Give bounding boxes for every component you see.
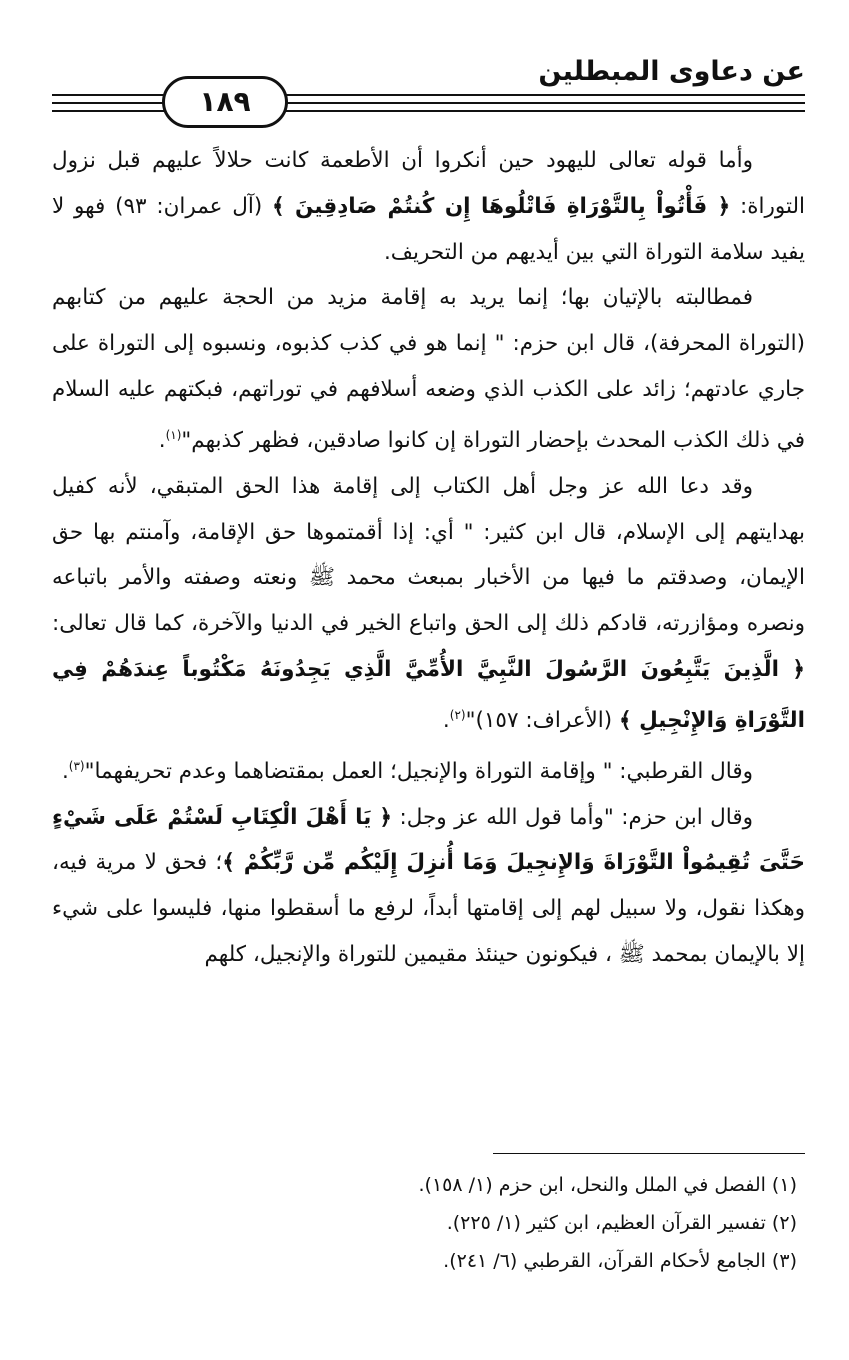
text-run: (الأعراف: ١٥٧)" <box>465 707 620 733</box>
main-text <box>52 138 805 978</box>
page-header <box>52 56 805 120</box>
text-run: (آل عمران: ٩٣) فهو لا يفيد سلامة التوراة التي بين أيديهم من التحريف. <box>52 193 805 265</box>
footnote: (٢) تفسير القرآن العظيم، ابن كثير (١/ ٢٢٥). <box>446 1212 797 1234</box>
footnote-separator <box>493 1153 805 1154</box>
footnote-reference: (٣) <box>68 758 85 773</box>
quran-verse: ﴿ الَّذِينَ يَتَّبِعُونَ الرَّسُولَ النَّبِيَّ الأُمِّيَّ الَّذِي يَجِدُونَهُ مَكْتُوباً عِندَهُمْ فِي التَّوْرَاةِ وَالإِنْجِيلِ ﴾ <box>52 656 805 733</box>
paragraph <box>52 138 805 275</box>
paragraph <box>52 275 805 463</box>
paragraph <box>52 795 805 978</box>
footnote: (٣) الجامع لأحكام القرآن، القرطبي (٦/ ٢٤١). <box>443 1250 797 1272</box>
footnote: (١) الفصل في الملل والنحل، ابن حزم (١/ ١٥٨). <box>418 1174 797 1196</box>
text-run: ؛ فحق لا مرية فيه، وهكذا نقول، ولا سبيل لهم إلى إقامتها أبداً، لرفع ما أسقطوا منها، فليسوا على شيء إلا بالإيمان بمحمد ﷺ ، فيكونون حينئذ مقيمين للتوراة والإنجيل، كلهم <box>52 850 805 968</box>
text-run: . <box>442 707 450 733</box>
footnotes <box>52 1166 797 1280</box>
text-run: وقال ابن حزم: "وأما قول الله عز وجل: <box>392 804 753 830</box>
footnote-reference: (١) <box>165 427 182 442</box>
text-run: . <box>61 758 69 784</box>
text-run: وقال القرطبي: " وإقامة التوراة والإنجيل؛ العمل بمقتضاهما وعدم تحريفهما" <box>84 758 753 784</box>
text-run: . <box>158 427 166 453</box>
text-run: وقد دعا الله عز وجل أهل الكتاب إلى إقامة هذا الحق المتبقي، لأنه كفيل بهدايتهم إلى الإسلام، قال ابن كثير: " أي: إذا أقمتموها حق الإقامة، وآمنتم بها حق الإيمان، وصدقتم ما فيها من الأخبار بمبعث محمد ﷺ ونعته وصفته والأمر باتباعه ونصره ومؤازرته، قادكم ذلك إلى الحق واتباع الخير في الدنيا والآخرة، كما قال تعالى: <box>52 473 805 637</box>
quran-verse: ﴿ يَا أَهْلَ الْكِتَابِ لَسْتُمْ عَلَى شَيْءٍ حَتَّىَ تُقِيمُواْ التَّوْرَاةَ وَالإِنجِيلَ وَمَا أُنزِلَ إِلَيْكُم مِّن رَّبِّكُمْ ﴾ <box>52 804 805 876</box>
paragraph <box>52 464 805 744</box>
text-run: وأما قوله تعالى لليهود حين أنكروا أن الأطعمة كانت حلالاً عليهم قبل نزول التوراة: <box>52 148 805 219</box>
footnote-reference: (٢) <box>449 707 466 722</box>
quran-verse: ﴿ فَأْتُواْ بِالتَّوْرَاةِ فَاتْلُوهَا إِن كُنتُمْ صَادِقِينَ ﴾ <box>271 193 731 219</box>
running-title: عن دعاوى المبطلين <box>538 56 805 87</box>
paragraph <box>52 744 805 795</box>
text-run: فمطالبته بالإتيان بها؛ إنما يريد به إقامة مزيد من الحجة عليهم من كتابهم (التوراة المحرفة)، قال ابن حزم: " إنما هو في كذب كذبوه، ونسبوه إلى التوراة على جاري عادتهم؛ زائد على الكذب الذي وضعه أسلافهم في توراتهم، فبكتهم عليه السلام في ذلك الكذب المحدث بإحضار التوراة إن كانوا صادقين، فظهر كذبهم" <box>52 285 805 453</box>
page-number: ١٨٩ <box>162 76 288 128</box>
